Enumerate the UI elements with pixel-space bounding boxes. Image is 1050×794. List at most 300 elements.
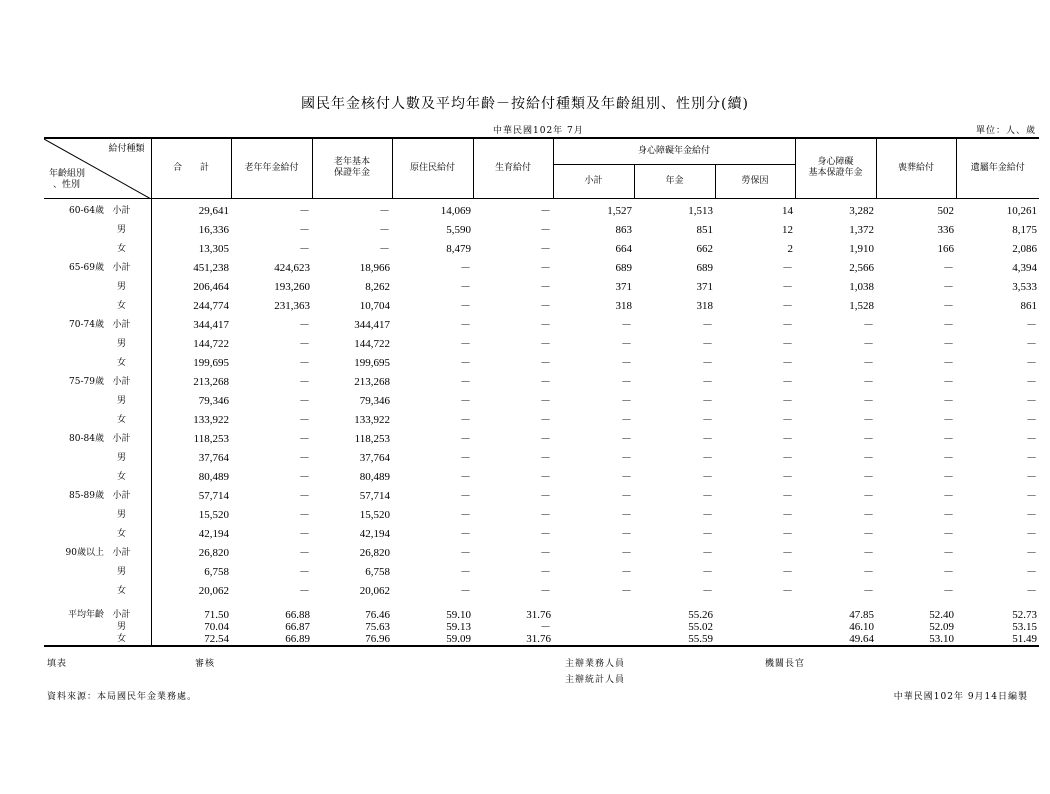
table-cell: － [540, 394, 551, 407]
age-group-label: 90歲以上 [65, 547, 104, 558]
table-cell: － [621, 356, 632, 369]
sex-label: 小計 [112, 490, 131, 501]
table-cell: － [943, 432, 955, 445]
table-cell: － [299, 470, 310, 483]
row-label [44, 411, 151, 430]
age-group-label: 75-79歲 [69, 376, 104, 387]
table-cell: 2,086 [1012, 242, 1038, 255]
table-cell: － [299, 413, 310, 426]
table-cell: － [299, 489, 310, 502]
table-cell: － [1026, 489, 1038, 502]
table-cell: 118,253 [193, 432, 229, 445]
table-cell: 42,194 [198, 527, 229, 540]
table-cell: － [863, 489, 875, 502]
row-label [44, 601, 151, 621]
table-cell: － [540, 299, 551, 312]
footer-reviewer: 審核 [195, 659, 216, 669]
table-row [44, 430, 1039, 449]
table-cell: 70.04 [204, 620, 229, 633]
table-cell: － [943, 527, 955, 540]
table-cell: 371 [696, 280, 713, 293]
table-cell: － [460, 318, 471, 331]
table-cell [715, 633, 795, 646]
unit-label: 單位：人、歲 [975, 126, 1036, 136]
table-header [44, 138, 1039, 198]
table-cell: － [460, 470, 471, 483]
table-cell: － [863, 470, 875, 483]
sex-label: 女 [116, 633, 126, 644]
table-cell: － [943, 375, 955, 388]
table-cell: － [702, 546, 713, 559]
table-cell: － [460, 375, 471, 388]
table-cell: 336 [937, 223, 955, 236]
table-cell: － [299, 432, 310, 445]
table-cell: － [782, 451, 794, 464]
table-cell: － [540, 413, 551, 426]
table-row [44, 392, 1039, 411]
table-cell: － [299, 223, 310, 236]
table-cell: － [299, 527, 310, 540]
row-label [44, 430, 151, 449]
table-cell: 55.02 [688, 620, 713, 633]
table-cell: － [782, 394, 794, 407]
table-cell: － [943, 489, 955, 502]
row-label [44, 259, 151, 278]
table-cell: － [702, 318, 713, 331]
row-label [44, 335, 151, 354]
table-cell: 10,261 [1006, 204, 1038, 217]
footer-preparer: 填表 [47, 659, 68, 669]
table-cell: 29,641 [198, 204, 229, 217]
table-cell: 26,820 [198, 546, 229, 559]
table-cell: － [460, 508, 471, 521]
age-group-label: 平均年齡 [67, 609, 104, 620]
row-label [44, 198, 151, 221]
table-cell: － [299, 584, 310, 597]
sex-label: 女 [116, 243, 126, 254]
table-cell: － [621, 375, 632, 388]
table-cell: － [943, 356, 955, 369]
table-cell: － [943, 261, 955, 274]
table-cell: － [943, 280, 955, 293]
header-disability-labor: 勞保因 [715, 164, 795, 198]
table-cell: － [460, 489, 471, 502]
table-row [44, 335, 1039, 354]
table-cell: 20,062 [359, 584, 390, 597]
table-cell: － [540, 223, 551, 236]
table-cell: － [943, 318, 955, 331]
table-cell: 26,820 [359, 546, 390, 559]
table-cell: 47.85 [849, 608, 875, 621]
table-cell: 664 [615, 242, 632, 255]
table-cell: － [299, 451, 310, 464]
table-cell: 37,764 [359, 451, 390, 464]
table-cell: － [460, 413, 471, 426]
table-row [44, 506, 1039, 525]
sex-label: 小計 [112, 262, 131, 273]
table-cell: 244,774 [193, 299, 229, 312]
table-cell: 199,695 [354, 356, 390, 369]
table-cell: － [299, 508, 310, 521]
table-cell: － [782, 299, 794, 312]
table-cell: － [943, 451, 955, 464]
table-row [44, 487, 1039, 506]
table-cell: 80,489 [198, 470, 229, 483]
table-cell: 15,520 [359, 508, 390, 521]
table-cell: － [299, 318, 310, 331]
age-group-label: 60-64歲 [69, 205, 104, 216]
table-cell: － [299, 204, 310, 217]
header-old-age: 老年年金給付 [231, 138, 312, 198]
table-cell: － [863, 546, 875, 559]
sex-label: 小計 [112, 609, 131, 620]
table-cell: 31.76 [526, 608, 551, 621]
table-row [44, 411, 1039, 430]
table-cell: － [782, 280, 794, 293]
table-cell: － [1026, 432, 1038, 445]
table-cell: 53.15 [1012, 620, 1038, 633]
table-cell: － [782, 508, 794, 521]
table-cell: 6,758 [365, 565, 390, 578]
table-cell: － [460, 432, 471, 445]
table-cell: － [782, 527, 794, 540]
table-cell: 14,069 [440, 204, 471, 217]
table-row [44, 563, 1039, 582]
table-cell: 52.09 [929, 620, 955, 633]
table-cell: － [782, 375, 794, 388]
row-label [44, 221, 151, 240]
table-cell: － [299, 546, 310, 559]
table-cell: 6,758 [204, 565, 229, 578]
table-cell: － [782, 432, 794, 445]
row-label [44, 525, 151, 544]
table-cell: 3,533 [1012, 280, 1038, 293]
row-label [44, 506, 151, 525]
table-cell: － [621, 451, 632, 464]
table-cell: 213,268 [193, 375, 229, 388]
pension-table [44, 137, 1039, 647]
table-cell: － [621, 508, 632, 521]
table-cell: － [782, 489, 794, 502]
table-row [44, 221, 1039, 240]
header-disability-basic: 身心障礙 基本保證年金 [795, 138, 876, 198]
table-cell: － [782, 565, 794, 578]
table-cell: 144,722 [354, 337, 390, 350]
table-cell: － [863, 508, 875, 521]
table-cell: － [702, 565, 713, 578]
table-cell: － [460, 299, 471, 312]
table-cell: － [863, 451, 875, 464]
table-cell: 76.46 [365, 608, 390, 621]
table-cell: － [702, 508, 713, 521]
sex-label: 小計 [112, 205, 131, 216]
table-cell: － [863, 584, 875, 597]
table-cell: 8,479 [446, 242, 471, 255]
table-cell [715, 601, 795, 621]
table-cell: 49.64 [849, 632, 875, 645]
sex-label: 小計 [112, 376, 131, 387]
footer-business-officer: 主辦業務人員 [565, 659, 626, 669]
corner-top-label: 給付種類 [108, 144, 145, 154]
table-cell: － [379, 242, 390, 255]
table-cell: 133,922 [193, 413, 229, 426]
table-cell: － [1026, 356, 1038, 369]
table-cell: － [943, 546, 955, 559]
table-cell: － [460, 261, 471, 274]
table-cell: － [460, 584, 471, 597]
table-cell: － [943, 508, 955, 521]
sex-label: 男 [116, 566, 126, 577]
table-cell: － [540, 204, 551, 217]
table-cell: － [1026, 375, 1038, 388]
table-cell: － [299, 375, 310, 388]
table-cell: 4,394 [1012, 261, 1038, 274]
row-label [44, 240, 151, 259]
table-cell: － [943, 565, 955, 578]
table-cell: － [782, 470, 794, 483]
table-cell [553, 633, 634, 646]
table-row [44, 544, 1039, 563]
table-cell: － [299, 565, 310, 578]
row-label [44, 392, 151, 411]
header-total: 合 計 [151, 138, 231, 198]
table-cell: 15,520 [198, 508, 229, 521]
table-cell: 371 [615, 280, 632, 293]
table-cell: － [299, 394, 310, 407]
table-cell: 12 [782, 223, 794, 236]
table-cell: － [702, 527, 713, 540]
header-funeral: 喪葬給付 [876, 138, 956, 198]
table-cell: － [1026, 584, 1038, 597]
table-cell [553, 621, 634, 633]
table-cell: － [943, 470, 955, 483]
table-cell: － [621, 546, 632, 559]
sex-label: 小計 [112, 433, 131, 444]
table-cell: － [702, 470, 713, 483]
table-cell: － [1026, 413, 1038, 426]
table-cell: － [460, 394, 471, 407]
table-cell: 451,238 [193, 261, 229, 274]
table-cell: 18,966 [359, 261, 390, 274]
table-cell: 66.88 [285, 608, 310, 621]
table-row [44, 198, 1039, 221]
table-cell: － [1026, 318, 1038, 331]
row-label [44, 316, 151, 335]
row-label [44, 621, 151, 633]
table-cell: 55.59 [688, 632, 713, 645]
table-cell: 57,714 [198, 489, 229, 502]
age-group-label: 70-74歲 [69, 319, 104, 330]
table-cell: 79,346 [198, 394, 229, 407]
row-label [44, 373, 151, 392]
table-cell: － [540, 470, 551, 483]
table-cell: － [299, 242, 310, 255]
table-cell: 861 [1020, 299, 1038, 312]
table-cell: 59.10 [446, 608, 471, 621]
table-row [44, 525, 1039, 544]
table-cell: － [540, 546, 551, 559]
table-body [44, 198, 1039, 646]
table-cell: － [782, 356, 794, 369]
table-cell: 1,527 [607, 204, 632, 217]
table-cell: － [1026, 451, 1038, 464]
table-cell: － [621, 470, 632, 483]
table-cell: － [1026, 337, 1038, 350]
table-cell: 55.26 [688, 608, 713, 621]
table-cell: 2,566 [849, 261, 875, 274]
age-group-label: 85-89歲 [69, 490, 104, 501]
table-cell: － [702, 451, 713, 464]
table-cell: 79,346 [359, 394, 390, 407]
table-cell: 318 [615, 299, 632, 312]
table-cell: 689 [615, 261, 632, 274]
table-cell: － [863, 337, 875, 350]
table-cell: － [702, 356, 713, 369]
table-cell: － [782, 337, 794, 350]
footer-agency-head: 機關長官 [765, 659, 806, 669]
table-cell: － [863, 375, 875, 388]
table-cell: － [621, 318, 632, 331]
table-cell: 76.96 [365, 632, 390, 645]
table-cell: － [1026, 546, 1038, 559]
table-cell: 851 [696, 223, 713, 236]
table-cell: － [540, 356, 551, 369]
table-cell: 80,489 [359, 470, 390, 483]
table-cell: 502 [937, 204, 955, 217]
row-label [44, 278, 151, 297]
row-label [44, 297, 151, 316]
table-cell: 52.73 [1012, 608, 1038, 621]
table-row [44, 449, 1039, 468]
table-cell: 37,764 [198, 451, 229, 464]
table-cell: 66.87 [285, 620, 310, 633]
table-row [44, 278, 1039, 297]
table-cell: － [460, 451, 471, 464]
table-cell: － [702, 432, 713, 445]
table-row [44, 601, 1039, 621]
table-cell: 1,528 [849, 299, 875, 312]
table-cell: － [943, 337, 955, 350]
table-cell: － [1026, 565, 1038, 578]
table-cell: － [540, 508, 551, 521]
sex-label: 女 [116, 471, 126, 482]
header-aboriginal: 原住民給付 [392, 138, 473, 198]
header-survivor: 遺屬年金給付 [956, 138, 1039, 198]
row-label [44, 544, 151, 563]
table-cell: － [863, 565, 875, 578]
table-cell: 72.54 [204, 632, 229, 645]
table-cell: 8,175 [1012, 223, 1038, 236]
report-title: 國民年金核付人數及平均年齡－按給付種類及年齡組別、性別分(續) [301, 96, 749, 112]
table-cell: － [863, 394, 875, 407]
row-label [44, 354, 151, 373]
table-cell: － [540, 261, 551, 274]
table-cell: － [540, 375, 551, 388]
row-label [44, 449, 151, 468]
table-cell: － [621, 413, 632, 426]
table-row [44, 582, 1039, 601]
table-cell: 71.50 [204, 608, 229, 621]
corner-bottom-label-2: 、性別 [53, 180, 81, 190]
table-row [44, 468, 1039, 487]
sex-label: 小計 [112, 547, 131, 558]
table-cell: 662 [696, 242, 713, 255]
table-cell: － [702, 394, 713, 407]
corner-bottom-label-1: 年齡組別 [49, 169, 86, 179]
table-cell: － [540, 527, 551, 540]
table-cell: 31.76 [526, 632, 551, 645]
table-cell: 20,062 [198, 584, 229, 597]
row-label [44, 487, 151, 506]
table-cell: － [702, 337, 713, 350]
table-cell: 46.10 [849, 620, 875, 633]
table-cell: 118,253 [354, 432, 390, 445]
table-cell: － [460, 356, 471, 369]
table-cell: 57,714 [359, 489, 390, 502]
table-cell: － [460, 546, 471, 559]
table-cell: 53.10 [929, 632, 955, 645]
footer-compiled-date: 中華民國102年 9月14日編製 [893, 692, 1028, 702]
table-cell: － [540, 432, 551, 445]
table-cell: 59.09 [446, 632, 471, 645]
table-cell: － [1026, 527, 1038, 540]
table-cell: 133,922 [354, 413, 390, 426]
table-cell: － [943, 413, 955, 426]
table-cell: － [460, 280, 471, 293]
table-row [44, 621, 1039, 633]
table-cell: 51.49 [1012, 632, 1038, 645]
sex-label: 女 [116, 414, 126, 425]
table-cell: 166 [937, 242, 955, 255]
table-cell: 863 [615, 223, 632, 236]
table-cell: － [863, 318, 875, 331]
table-cell: 231,363 [274, 299, 310, 312]
table-cell: － [863, 356, 875, 369]
sex-label: 男 [116, 338, 126, 349]
table-row [44, 297, 1039, 316]
table-cell: 1,372 [849, 223, 875, 236]
table-cell: － [540, 620, 551, 633]
header-disability-group: 身心障礙年金給付 [553, 138, 795, 164]
row-label [44, 563, 151, 582]
table-cell: － [379, 204, 390, 217]
table-cell: － [621, 527, 632, 540]
table-cell: － [379, 223, 390, 236]
footer-stats-officer: 主辦統計人員 [565, 675, 626, 685]
table-cell: － [540, 318, 551, 331]
table-cell [553, 601, 634, 621]
header-disability-pension: 年金 [634, 164, 715, 198]
table-cell: － [540, 584, 551, 597]
table-cell: － [782, 261, 794, 274]
table-cell: － [863, 413, 875, 426]
sex-label: 男 [116, 281, 126, 292]
table-cell: 59.13 [446, 620, 471, 633]
table-row [44, 240, 1039, 259]
table-cell: 1,513 [688, 204, 713, 217]
table-cell: － [702, 489, 713, 502]
table-cell: 424,623 [274, 261, 310, 274]
table-cell: 5,590 [446, 223, 471, 236]
table-cell: － [299, 337, 310, 350]
table-cell: 10,704 [359, 299, 390, 312]
table-cell: － [460, 337, 471, 350]
age-group-label: 65-69歲 [69, 262, 104, 273]
table-cell: 193,260 [274, 280, 310, 293]
table-row [44, 633, 1039, 646]
table-cell: － [621, 584, 632, 597]
table-cell: － [782, 584, 794, 597]
